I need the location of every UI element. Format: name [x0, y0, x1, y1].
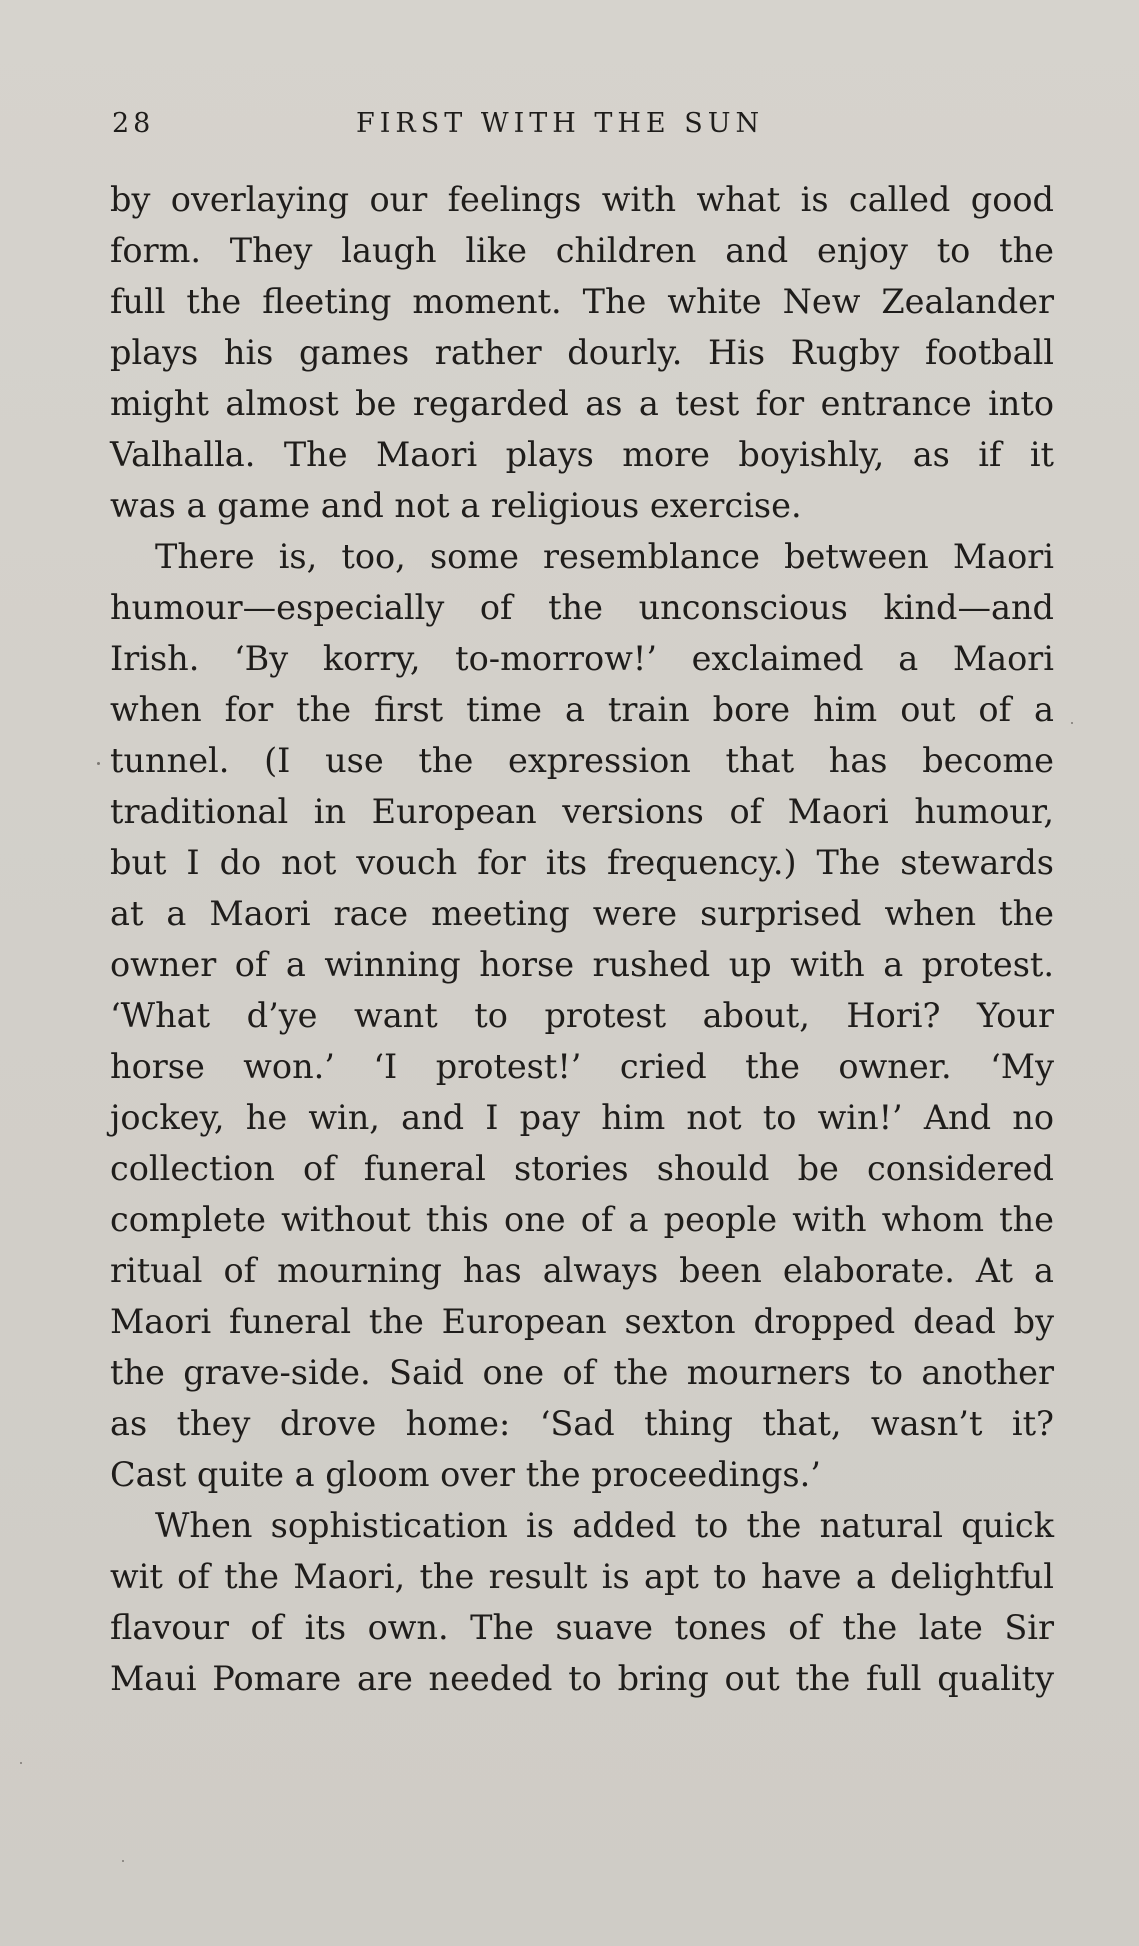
text-line: flavour of its own. The suave tones of the late Sir — [110, 1608, 1054, 1647]
text-line: Irish. ‘By korry, to-morrow!’ exclaimed a Maori — [110, 639, 1054, 678]
book-title: FIRST WITH THE SUN — [356, 108, 765, 139]
text-line: Maui Pomare are needed to bring out the full quality — [110, 1659, 1054, 1698]
text-line: ritual of mourning has always been elaborate. At a — [110, 1251, 1054, 1290]
text-line: Valhalla. The Maori plays more boyishly, as if it — [110, 435, 1054, 474]
text-line: but I do not vouch for its frequency.) The stewards — [110, 843, 1054, 882]
text-line: When sophistication is added to the natural quick — [155, 1506, 1054, 1545]
text-line: humour—especially of the unconscious kind—and — [110, 588, 1054, 627]
paper-speck — [1071, 722, 1073, 724]
paper-speck — [97, 762, 100, 765]
text-line: Maori funeral the European sexton dropped dead by — [110, 1302, 1054, 1341]
text-line: when for the first time a train bore him out of a — [110, 690, 1054, 729]
text-line: owner of a winning horse rushed up with a protest. — [110, 945, 1054, 984]
text-line: horse won.’ ‘I protest!’ cried the owner. ‘My — [110, 1047, 1054, 1086]
text-line: full the fleeting moment. The white New Zealander — [110, 282, 1054, 321]
text-line: traditional in European versions of Maori humour, — [110, 792, 1054, 831]
text-line: complete without this one of a people with whom the — [110, 1200, 1054, 1239]
text-line: jockey, he win, and I pay him not to win!’ And no — [110, 1098, 1054, 1137]
text-line: tunnel. (I use the expression that has become — [110, 741, 1054, 780]
text-line: as they drove home: ‘Sad thing that, wasn’t it? — [110, 1404, 1054, 1443]
text-line: by overlaying our feelings with what is called good — [110, 180, 1054, 219]
text-line: form. They laugh like children and enjoy to the — [110, 231, 1054, 270]
text-line: collection of funeral stories should be considered — [110, 1149, 1054, 1188]
text-line: wit of the Maori, the result is apt to have a delightful — [110, 1557, 1054, 1596]
page-number: 28 — [112, 108, 155, 139]
paper-speck — [20, 1762, 22, 1764]
body-text — [110, 174, 1054, 1704]
text-line: at a Maori race meeting were surprised when the — [110, 894, 1054, 933]
text-line: ‘What d’ye want to protest about, Hori? Your — [110, 996, 1054, 1035]
paper-speck — [122, 1860, 124, 1862]
text-line: There is, too, some resemblance between Maori — [155, 537, 1054, 576]
text-line: the grave-side. Said one of the mourners to another — [110, 1353, 1054, 1392]
text-line: was a game and not a religious exercise. — [110, 486, 802, 525]
running-head — [112, 108, 1052, 148]
text-line: plays his games rather dourly. His Rugby football — [110, 333, 1054, 372]
text-line: Cast quite a gloom over the proceedings.’ — [110, 1455, 821, 1494]
text-line: might almost be regarded as a test for entrance into — [110, 384, 1054, 423]
